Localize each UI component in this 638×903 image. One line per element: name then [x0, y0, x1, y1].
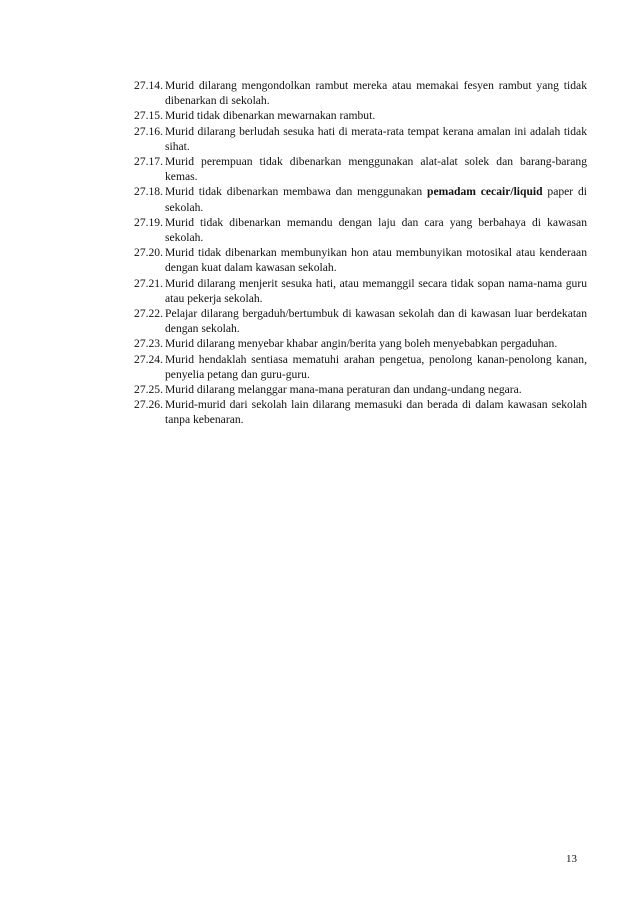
rule-number: 27.25. [134, 383, 163, 397]
rule-item [117, 336, 587, 351]
rule-item [117, 154, 587, 184]
rule-item [117, 306, 587, 336]
rule-text: Murid dilarang menjerit sesuka hati, atau memanggil secara tidak sopan nama-nama guru atau pekerja sekolah. [165, 276, 587, 305]
rule-item [117, 78, 587, 108]
rule-number: 27.24. [134, 352, 163, 366]
rule-number: 27.23. [134, 337, 163, 351]
rule-item [117, 352, 587, 382]
rule-text: Murid dilarang melanggar mana-mana peraturan dan undang-undang negara. [165, 383, 522, 397]
rule-text-part: Murid tidak dibenarkan membawa dan menggunakan [165, 185, 427, 199]
page-number: 13 [566, 853, 577, 865]
rule-text: Murid dilarang menyebar khabar angin/berita yang boleh menyebabkan pergaduhan. [165, 337, 558, 351]
rule-item [117, 108, 587, 123]
rule-number: 27.15. [134, 109, 163, 123]
rule-text: Pelajar dilarang bergaduh/bertumbuk di kawasan sekolah dan di kawasan luar berdekatan dengan sekolah. [165, 307, 587, 336]
rule-item [117, 124, 587, 154]
rule-text: Murid perempuan tidak dibenarkan menggunakan alat-alat solek dan barang-barang kemas. [165, 155, 587, 184]
rule-item [117, 382, 587, 397]
rule-number: 27.17. [134, 155, 163, 169]
rule-number: 27.22. [134, 307, 163, 321]
rule-item [117, 215, 587, 245]
rule-text [165, 184, 587, 214]
rule-text-emphasis: pemadam cecair/liquid [427, 185, 543, 199]
rule-item [117, 184, 587, 214]
rule-text: Murid dilarang mengondolkan rambut mereka atau memakai fesyen rambut yang tidak dibenarkan di sekolah. [165, 79, 587, 108]
rule-number: 27.14. [134, 79, 163, 92]
rule-text: Murid-murid dari sekolah lain dilarang memasuki dan berada di dalam kawasan sekolah tanpa kebenaran. [165, 398, 587, 427]
rule-number: 27.21. [134, 276, 163, 290]
rule-text: Murid tidak dibenarkan membunyikan hon atau membunyikan motosikal atau kenderaan dengan kuat dalam kawasan sekolah. [165, 246, 587, 275]
rule-number: 27.26. [134, 398, 163, 412]
rule-number: 27.20. [134, 246, 163, 260]
rule-text: Murid hendaklah sentiasa mematuhi arahan pengetua, penolong kanan-penolong kanan, penyelia petang dan guru-guru. [165, 352, 587, 381]
rule-item [117, 397, 587, 427]
rule-number: 27.19. [134, 215, 163, 229]
rule-text: Murid tidak dibenarkan mewarnakan rambut. [165, 109, 376, 123]
rule-text: Murid tidak dibenarkan memandu dengan laju dan cara yang berbahaya di kawasan sekolah. [165, 215, 587, 245]
rule-text: Murid dilarang berludah sesuka hati di merata-rata tempat kerana amalan ini adalah tidak sihat. [165, 124, 587, 153]
rules-list [117, 78, 587, 428]
rule-item [117, 245, 587, 275]
rule-text-part: paper di sekolah. [165, 185, 588, 214]
rule-item [117, 276, 587, 306]
rule-number: 27.16. [134, 124, 163, 138]
rule-number: 27.18. [134, 185, 163, 199]
